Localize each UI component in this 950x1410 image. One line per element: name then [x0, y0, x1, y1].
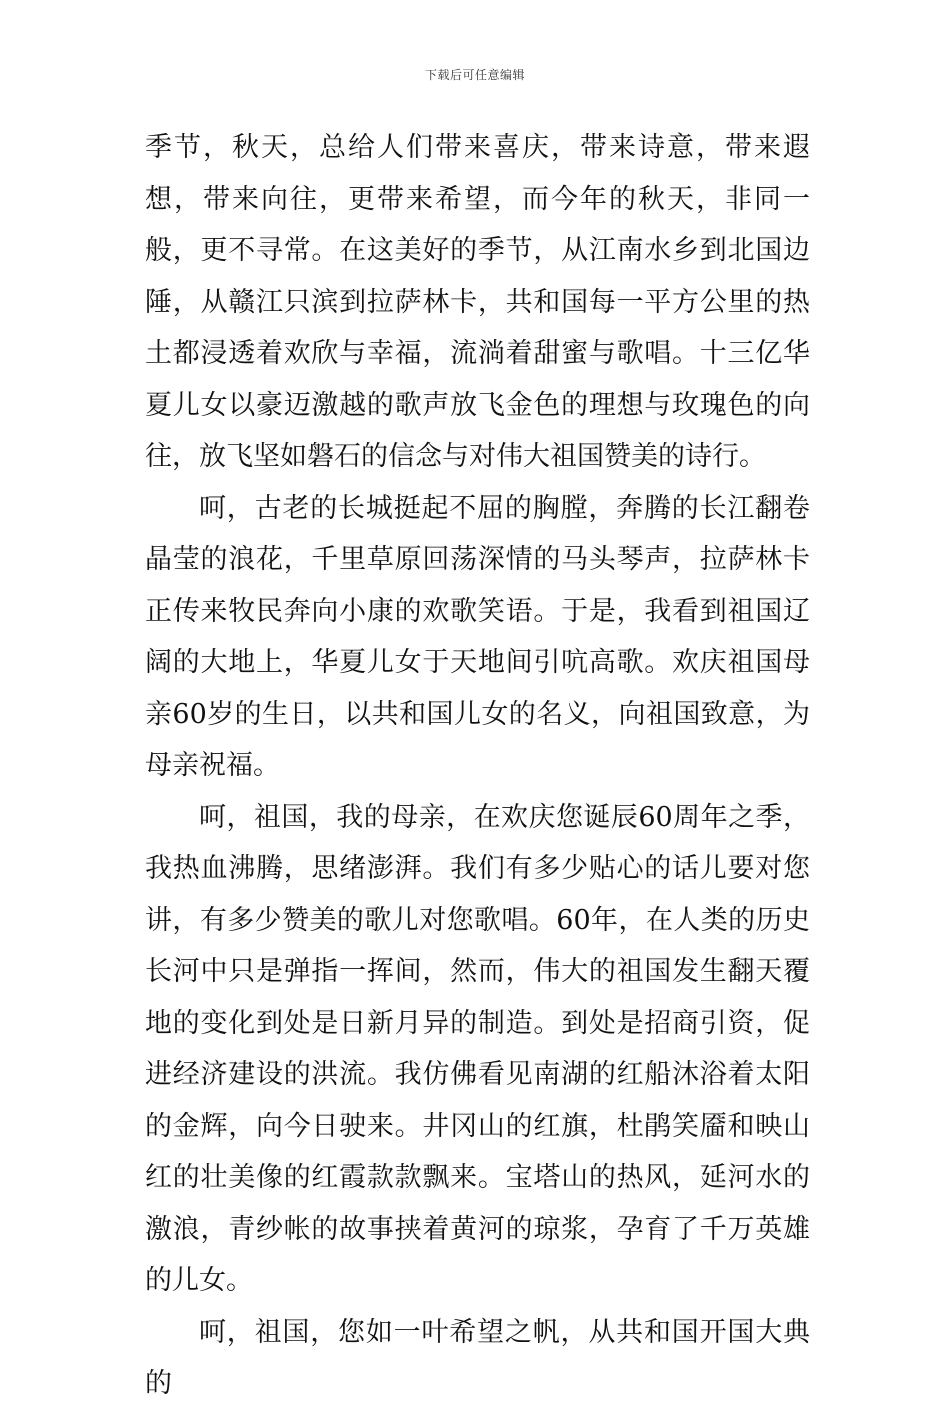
paragraph: 呵，祖国，您如一叶希望之帆，从共和国开国大典的: [145, 1316, 810, 1399]
paragraph: 季节，秋天，总给人们带来喜庆，带来诗意，带来遐想，带来向往，更带来希望，而今年的秋天，非同一般，更不寻常。在这美好的季节，从江南水乡到北国边陲，从赣江只滨到拉萨林卡，共和国每一平方公里的热土都浸透着欢欣与幸福，流淌着甜蜜与歌唱。十三亿华夏儿女以豪迈激越的歌声放飞金色的理想与玫瑰色的向往，放飞坚如磐石的信念与对伟大祖国赞美的诗行。: [145, 132, 810, 472]
page-header: 下载后可任意编辑: [424, 68, 525, 82]
paragraph: 呵，祖国，我的母亲，在欢庆您诞辰60周年之季，我热血沸腾，思绪澎湃。我们有多少贴心的话儿要对您讲，有多少赞美的歌儿对您歌唱。60年，在人类的历史长河中只是弹指一挥间，然而，伟大的祖国发生翻天覆地的变化到处是日新月异的制造。到处是招商引资，促进经济建设的洪流。我仿佛看见南湖的红船沐浴着太阳的金辉，向今日驶来。井冈山的红旗，杜鹃笑靥和映山红的壮美像的红霞款款飘来。宝塔山的热风，延河水的激浪，青纱帐的故事挟着黄河的琼浆，孕育了千万英雄的儿女。: [145, 801, 810, 1296]
document-body: [145, 122, 810, 1410]
paragraph: 呵，古老的长城挺起不屈的胸膛，奔腾的长江翻卷晶莹的浪花，千里草原回荡深情的马头琴声，拉萨林卡正传来牧民奔向小康的欢歌笑语。于是，我看到祖国辽阔的大地上，华夏儿女于天地间引吭高歌。欢庆祖国母亲60岁的生日，以共和国儿女的名义，向祖国致意，为母亲祝福。: [145, 492, 810, 781]
